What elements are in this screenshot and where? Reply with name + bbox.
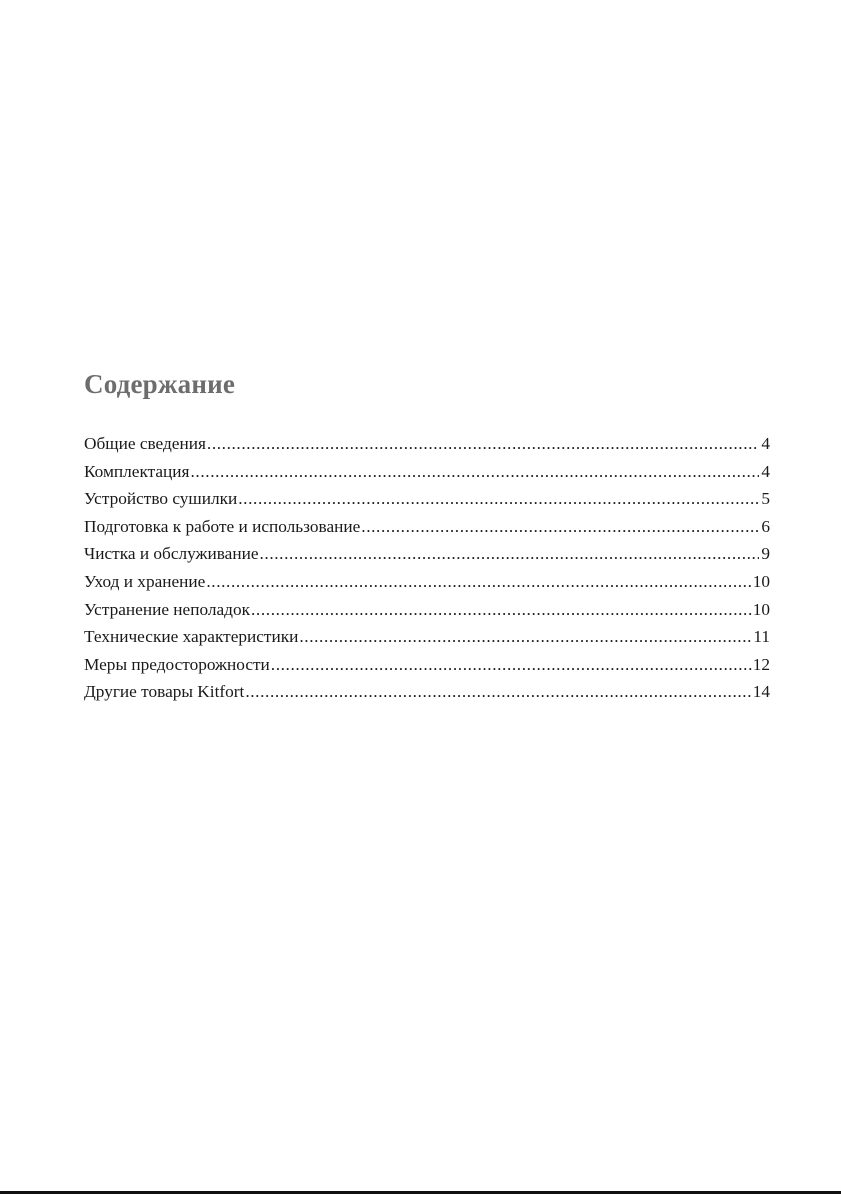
toc-page-number: 10 bbox=[752, 571, 770, 591]
toc-entry[interactable] bbox=[84, 678, 770, 706]
toc-dot-leader bbox=[251, 596, 752, 624]
toc-page-number: 12 bbox=[752, 654, 770, 674]
toc-dot-leader bbox=[299, 623, 752, 651]
toc-dot-leader bbox=[207, 430, 759, 458]
toc-entry-label: Технические характеристики bbox=[84, 627, 299, 647]
toc-entry[interactable] bbox=[84, 430, 770, 458]
toc-entry[interactable] bbox=[84, 568, 770, 596]
toc-entry-label: Чистка и обслуживание bbox=[84, 544, 259, 564]
toc-entry[interactable] bbox=[84, 458, 770, 486]
toc-entry-label: Подготовка к работе и использование bbox=[84, 516, 361, 536]
toc-entry[interactable] bbox=[84, 596, 770, 624]
toc-page-number: 9 bbox=[761, 544, 770, 564]
toc-entry-label: Устранение неполадок bbox=[84, 599, 251, 619]
toc-entry-label: Устройство сушилки bbox=[84, 489, 238, 509]
toc-page-number: 11 bbox=[753, 627, 770, 647]
toc-dot-leader bbox=[191, 458, 759, 486]
table-of-contents bbox=[84, 430, 770, 706]
toc-entry[interactable] bbox=[84, 623, 770, 651]
toc-entry-label: Другие товары Kitfort bbox=[84, 682, 245, 702]
toc-dot-leader bbox=[260, 540, 760, 568]
toc-dot-leader bbox=[271, 651, 752, 679]
toc-entry-label: Меры предосторожности bbox=[84, 654, 270, 674]
toc-entry-label: Общие сведения bbox=[84, 434, 206, 453]
toc-entry-label: Уход и хранение bbox=[84, 571, 206, 591]
toc-entry[interactable] bbox=[84, 513, 770, 541]
toc-dot-leader bbox=[361, 513, 759, 541]
toc-page-number: 10 bbox=[752, 599, 770, 619]
toc-page-number: 5 bbox=[761, 489, 770, 509]
toc-entry[interactable] bbox=[84, 485, 770, 513]
toc-page-number: 6 bbox=[761, 516, 770, 536]
toc-entry[interactable] bbox=[84, 540, 770, 568]
toc-dot-leader bbox=[206, 568, 751, 596]
toc-dot-leader bbox=[238, 485, 759, 513]
toc-page-number: 14 bbox=[752, 682, 770, 702]
toc-page-number: 4 bbox=[761, 434, 770, 453]
toc-dot-leader bbox=[245, 678, 751, 706]
toc-entry[interactable] bbox=[84, 651, 770, 679]
toc-page-number: 4 bbox=[761, 461, 770, 481]
page-title: Содержание bbox=[84, 369, 236, 399]
toc-entry-label: Комплектация bbox=[84, 461, 190, 481]
